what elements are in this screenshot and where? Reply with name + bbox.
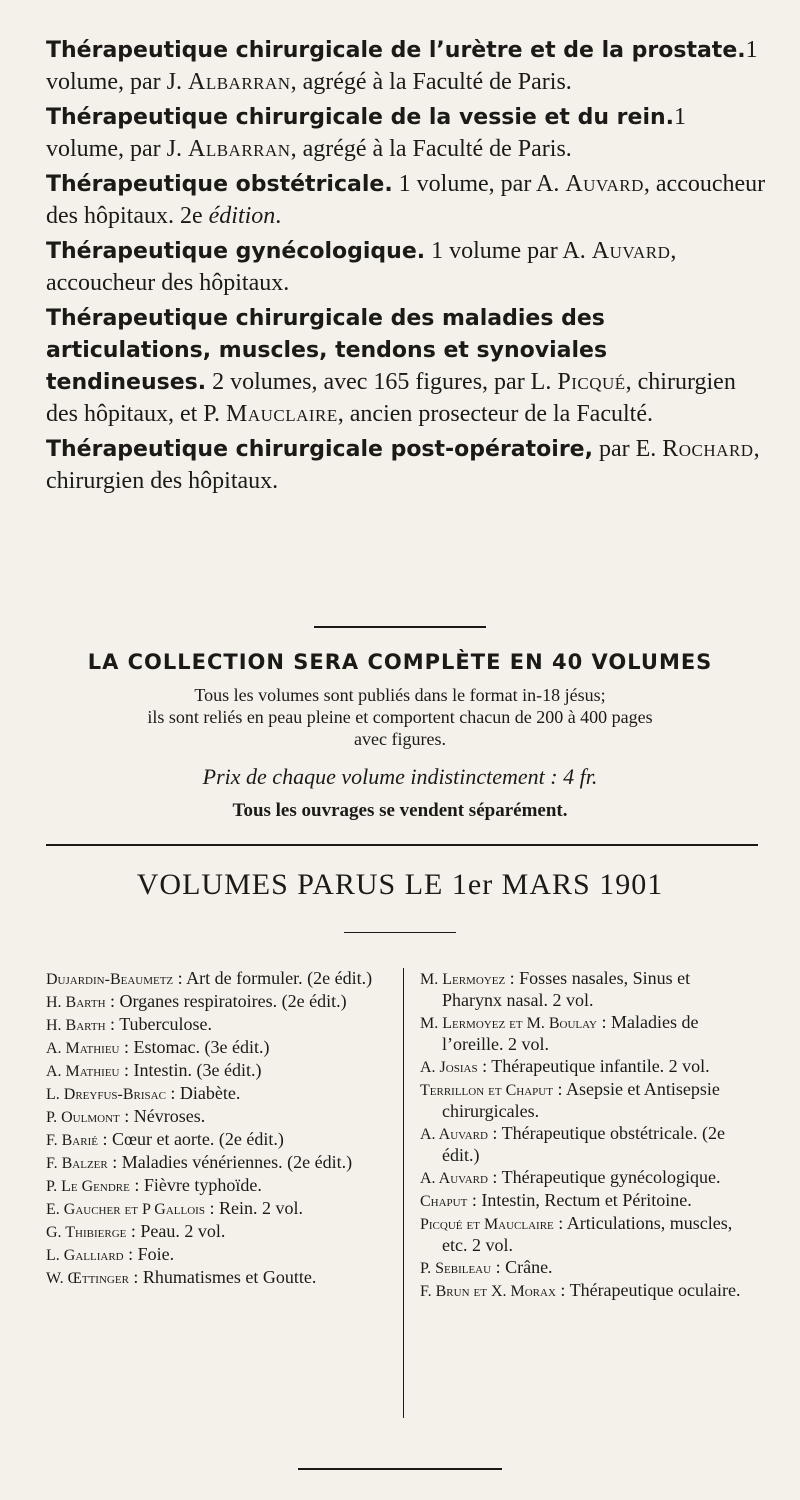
volume-item — [46, 1106, 380, 1128]
entry-3 — [46, 235, 766, 298]
entry-text: , accoucheur des hôpitaux. 2e — [46, 171, 766, 229]
entry-text: 2 volumes, avec 165 figures, par L. — [206, 369, 558, 395]
volume-author: Chaput — [420, 1193, 468, 1210]
entry-2 — [46, 168, 766, 231]
volume-title: : Art de formuler. (2e édit.) — [173, 968, 373, 988]
entry-text: , chirurgien des hôpitaux. — [46, 436, 760, 494]
entry-title: Thérapeutique chirurgicale post-opératoire, — [46, 437, 593, 462]
entry-text: , chirurgien des hôpitaux, et P. — [46, 369, 736, 427]
volume-author: M. Lermoyez — [420, 971, 506, 988]
collection-binding-line: ils sont reliés en peau pleine et comportent chacun de 200 à 400 pages — [147, 707, 653, 727]
volume-author: E. Gaucher et P Gallois — [46, 1201, 205, 1218]
volume-item — [420, 968, 754, 1011]
volume-title: : Thérapeutique oculaire. — [555, 1280, 741, 1300]
therapeutics-entries — [46, 34, 766, 500]
volume-author: W. Œttinger — [46, 1270, 129, 1287]
volume-item — [46, 1221, 380, 1243]
volumes-left-column — [46, 968, 380, 1290]
collection-format-line: Tous les volumes sont publiés dans le format in-18 jésus; — [194, 685, 606, 705]
entry-text: , ancien prosecteur de la Faculté. — [337, 401, 653, 427]
volume-item — [46, 1175, 380, 1197]
volume-title: : Asepsie et Antisepsie chirurgicales. — [442, 1079, 720, 1121]
volume-author: H. Barth — [46, 994, 106, 1011]
entry-title: Thérapeutique chirurgicale de l’urètre et de la prostate. — [46, 38, 746, 63]
volume-item — [420, 1012, 754, 1055]
volume-author: L. Galliard — [46, 1247, 124, 1264]
volume-item — [420, 1056, 754, 1078]
volume-author: A. Josias — [420, 1059, 478, 1076]
volume-author: G. Thibierge — [46, 1224, 127, 1241]
entry-0 — [46, 34, 766, 97]
volume-title: : Thérapeutique gynécologique. — [487, 1167, 721, 1187]
volume-title: : Tuberculose. — [105, 1014, 213, 1034]
volume-author: F. Barié — [46, 1132, 98, 1149]
volume-item — [420, 1167, 754, 1189]
volume-item — [46, 1244, 380, 1266]
entry-title: Thérapeutique chirurgicale des maladies des articulations, muscles, tendons et synoviales tendineuses. — [46, 306, 608, 395]
heading-bottom-rule — [344, 932, 456, 933]
volume-author: F. Brun et X. Morax — [420, 1283, 556, 1300]
entry-text: 1 volume, par J. — [46, 37, 758, 95]
volume-item — [46, 1267, 380, 1289]
entry-text: . — [275, 203, 282, 229]
entry-text: , agrégé à la Faculté de Paris. — [290, 136, 572, 162]
volume-title: : Cœur et aorte. (2e édit.) — [97, 1129, 284, 1149]
volume-author: A. Mathieu — [46, 1040, 120, 1057]
volume-item — [46, 1037, 380, 1059]
volume-item — [46, 1083, 380, 1105]
volumes-right-column — [420, 968, 754, 1303]
volume-title: : Maladies de l’oreille. 2 vol. — [442, 1012, 699, 1054]
volume-item — [420, 1123, 754, 1166]
volume-title: : Articulations, muscles, etc. 2 vol. — [442, 1213, 733, 1255]
entry-text: édition — [208, 203, 276, 229]
volume-title: : Estomac. (3e édit.) — [119, 1037, 270, 1057]
volume-title: : Intestin. (3e édit.) — [119, 1060, 262, 1080]
author-name: Auvard — [565, 171, 644, 197]
volume-title: : Fosses nasales, Sinus et Pharynx nasal. 2 vol. — [442, 968, 691, 1010]
volume-title: : Maladies vénériennes. (2e édit.) — [107, 1152, 353, 1172]
volume-title: : Névroses. — [119, 1106, 206, 1126]
volume-title: : Rhumatismes et Goutte. — [128, 1267, 317, 1287]
author-name: Albarran — [187, 69, 291, 95]
volume-item — [46, 1152, 380, 1174]
collection-figures-line: avec figures. — [354, 729, 446, 749]
author-name: Rochard — [662, 436, 754, 462]
collection-separate-sale: Tous les ouvrages se vendent séparément. — [232, 800, 568, 821]
volume-item — [46, 1129, 380, 1151]
volume-author: P. Sebileau — [420, 1260, 492, 1277]
volume-title: : Organes respiratoires. (2e édit.) — [105, 991, 347, 1011]
volumes-heading: VOLUMES PARUS LE 1er MARS 1901 — [136, 868, 664, 901]
entry-1 — [46, 101, 766, 164]
volume-title: : Intestin, Rectum et Péritoine. — [467, 1190, 692, 1210]
entry-text: 1 volume par A. — [425, 238, 592, 264]
bottom-rule — [298, 1468, 502, 1470]
collection-notice — [0, 650, 800, 822]
column-divider — [403, 968, 404, 1418]
volume-author: A. Auvard — [420, 1126, 488, 1143]
volume-title: : Peau. 2 vol. — [126, 1221, 226, 1241]
entry-title: Thérapeutique gynécologique. — [46, 239, 426, 264]
volume-item — [420, 1213, 754, 1256]
volume-author: L. Dreyfus-Brisac — [46, 1086, 166, 1103]
volume-author: M. Lermoyez et M. Boulay — [420, 1015, 597, 1032]
entry-text: , accoucheur des hôpitaux. — [46, 238, 677, 296]
volume-item — [46, 991, 380, 1013]
volume-title: : Thérapeutique obstétricale. (2e édit.) — [442, 1123, 725, 1165]
volume-author: F. Balzer — [46, 1155, 108, 1172]
entry-5 — [46, 433, 766, 496]
entry-text: 1 volume, par A. — [392, 171, 566, 197]
entry-text: par E. — [592, 436, 663, 462]
volume-item — [46, 1198, 380, 1220]
volume-item — [420, 1190, 754, 1212]
volume-title: : Diabète. — [165, 1083, 241, 1103]
volume-author: A. Mathieu — [46, 1063, 120, 1080]
entry-text: 1 volume, par J. — [46, 104, 687, 162]
author-name: Albarran — [187, 136, 291, 162]
volume-author: H. Barth — [46, 1017, 106, 1034]
volume-title: : Crâne. — [491, 1257, 553, 1277]
volume-item — [420, 1280, 754, 1302]
volume-title: : Foie. — [123, 1244, 175, 1264]
volume-title: : Thérapeutique infantile. 2 vol. — [477, 1056, 710, 1076]
heading-top-rule — [46, 844, 758, 846]
entry-4 — [46, 302, 766, 429]
volume-title: : Fièvre typhoïde. — [129, 1175, 262, 1195]
volume-item — [420, 1257, 754, 1279]
author-name: Auvard — [591, 238, 671, 264]
volume-title: : Rein. 2 vol. — [204, 1198, 303, 1218]
entry-title: Thérapeutique obstétricale. — [46, 172, 393, 197]
volume-item — [46, 1060, 380, 1082]
volume-author: A. Auvard — [420, 1170, 488, 1187]
entry-title: Thérapeutique chirurgicale de la vessie et du rein. — [46, 105, 675, 130]
volume-item — [46, 1014, 380, 1036]
volume-author: P. Oulmont — [46, 1109, 120, 1126]
volume-author: Dujardin-Beaumetz — [46, 971, 174, 988]
author-name: Picqué — [557, 369, 626, 395]
volume-author: P. Le Gendre — [46, 1178, 130, 1195]
volume-item — [46, 968, 380, 990]
section-divider — [314, 626, 486, 628]
collection-title: LA COLLECTION SERA COMPLÈTE EN 40 VOLUMES — [87, 650, 713, 674]
author-name: Mauclaire — [226, 401, 338, 427]
entry-text: , agrégé à la Faculté de Paris. — [290, 69, 572, 95]
volume-author: Terrillon et Chaput — [420, 1082, 553, 1099]
volume-item — [420, 1079, 754, 1122]
volume-author: Picqué et Mauclaire — [420, 1216, 554, 1233]
collection-price: Prix de chaque volume indistinctement : 4 fr. — [202, 764, 598, 789]
